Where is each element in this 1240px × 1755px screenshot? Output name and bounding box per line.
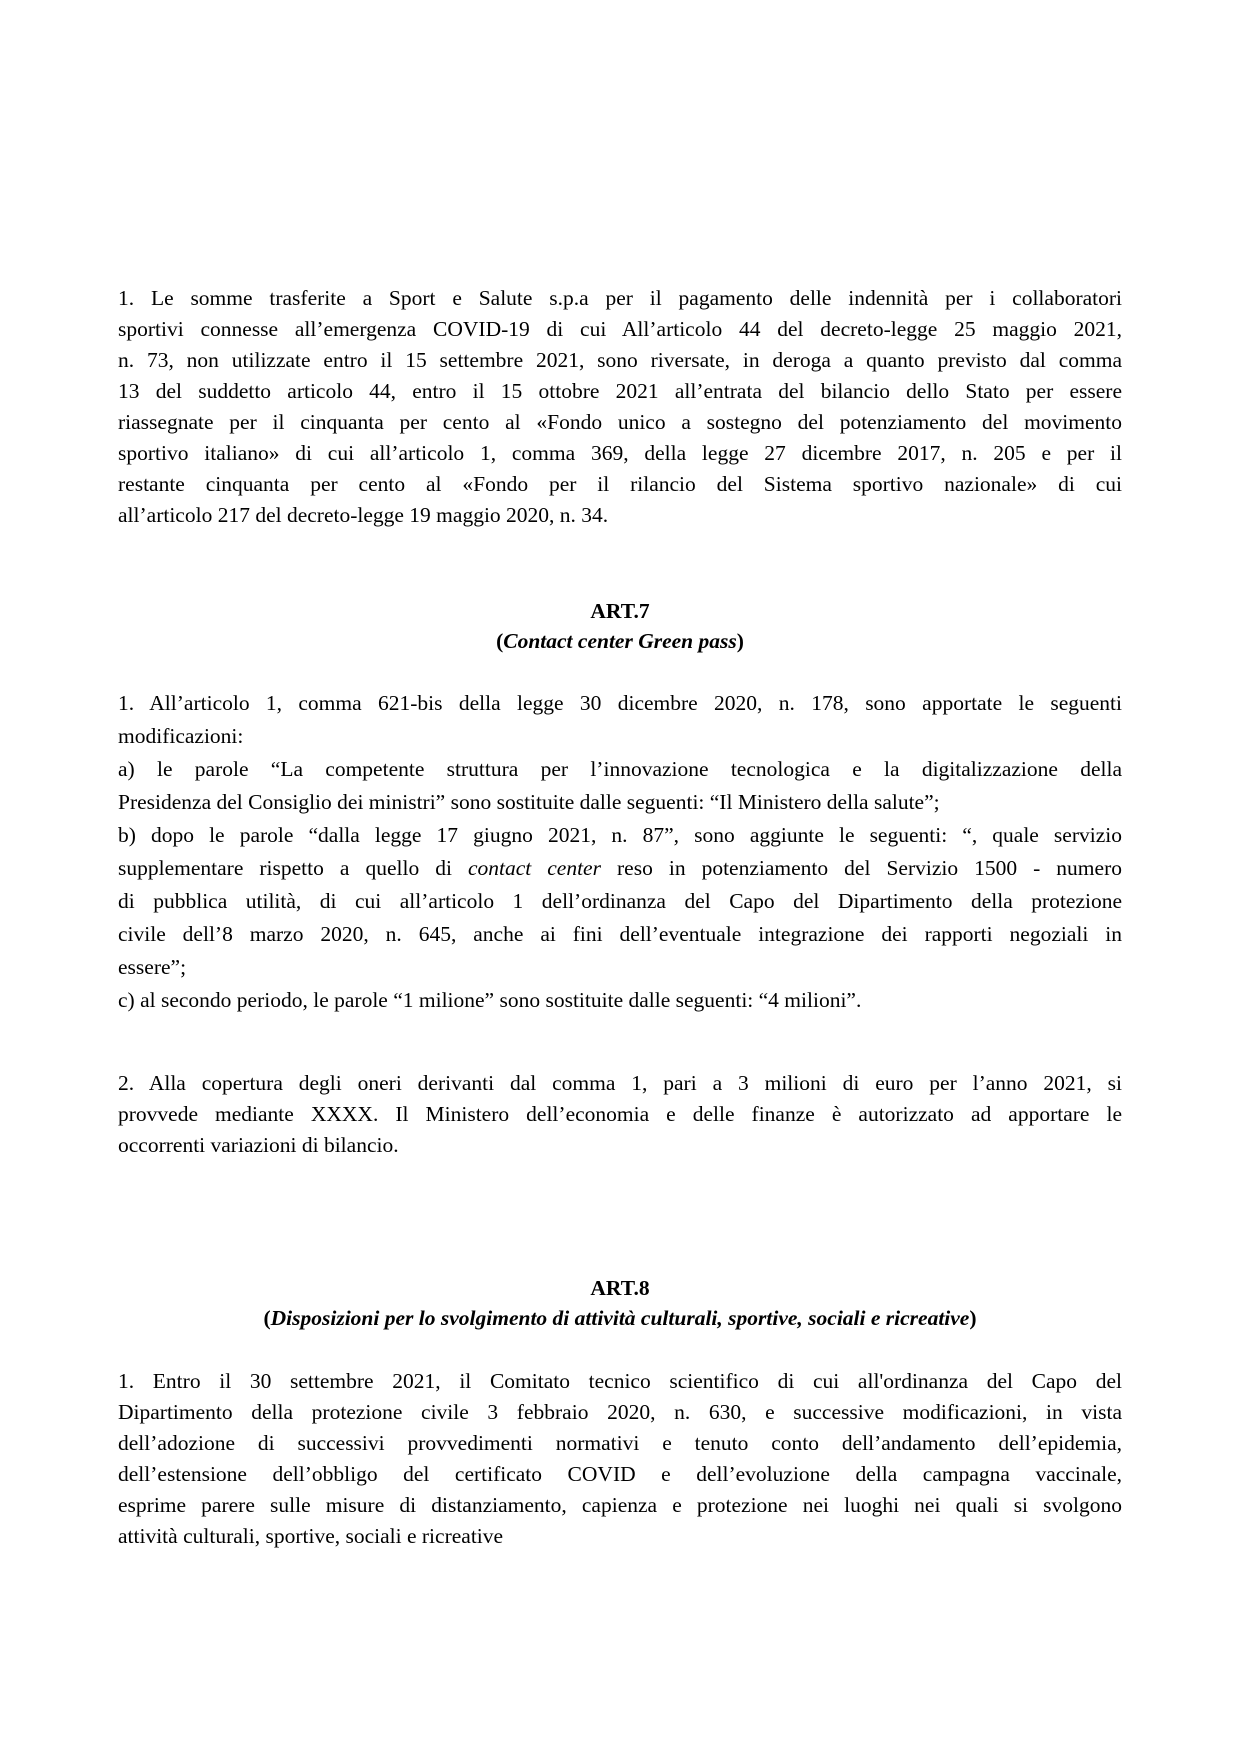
paragraph-line	[118, 852, 1122, 885]
paragraph-line: 1. Entro il 30 settembre 2021, il Comitato tecnico scientifico di cui all'ordinanza del Capo del	[118, 1369, 1122, 1393]
article-7-heading	[118, 596, 1122, 656]
article-7-paragraph-1	[118, 687, 1122, 1017]
text-run: supplementare rispetto a quello di	[118, 856, 468, 880]
subtitle-text: Contact center Green pass	[503, 629, 737, 653]
article-subtitle	[118, 626, 1122, 656]
paragraph-line: di pubblica utilità, di cui all’articolo 1 dell’ordinanza del Capo del Dipartimento della protezione	[118, 889, 1122, 913]
paragraph-line: 1. All’articolo 1, comma 621-bis della legge 30 dicembre 2020, n. 178, sono apportate le seguenti	[118, 691, 1122, 715]
paragraph-line: occorrenti variazioni di bilancio.	[118, 1133, 399, 1157]
article-8-heading	[118, 1273, 1122, 1333]
list-item-c: c) al secondo periodo, le parole “1 milione” sono sostituite dalle seguenti: “4 milioni”.	[118, 988, 862, 1012]
subtitle-paren-close: )	[969, 1306, 977, 1330]
intro-paragraph	[118, 283, 1122, 531]
paragraph-line: 13 del suddetto articolo 44, entro il 15 ottobre 2021 all’entrata del bilancio dello Stato per essere	[118, 379, 1122, 403]
paragraph-line: sportivi connesse all’emergenza COVID-19 di cui All’articolo 44 del decreto-legge 25 maggio 2021,	[118, 317, 1122, 341]
subtitle-paren-open: (	[496, 629, 504, 653]
paragraph-line: modificazioni:	[118, 724, 244, 748]
italic-text-run: contact center	[467, 856, 601, 880]
article-title: ART.8	[590, 1276, 650, 1300]
paragraph-line: attività culturali, sportive, sociali e ricreative	[118, 1524, 504, 1548]
article-subtitle	[118, 1303, 1122, 1333]
paragraph-line: sportivo italiano» di cui all’articolo 1, comma 369, della legge 27 dicembre 2017, n. 205 e per il	[118, 441, 1122, 465]
paragraph-line: dell’adozione di successivi provvedimenti normativi e tenuto conto dell’andamento dell’epidemia,	[118, 1431, 1122, 1455]
article-title: ART.7	[590, 599, 650, 623]
subtitle-paren-close: )	[736, 629, 744, 653]
paragraph-line: restante cinquanta per cento al «Fondo per il rilancio del Sistema sportivo nazionale» di cui	[118, 472, 1122, 496]
paragraph-line: all’articolo 217 del decreto-legge 19 maggio 2020, n. 34.	[118, 503, 609, 527]
subtitle-text: Disposizioni per lo svolgimento di attività culturali, sportive, sociali e ricreative	[270, 1306, 970, 1330]
article-7-paragraph-2	[118, 1068, 1122, 1161]
paragraph-line: 1. Le somme trasferite a Sport e Salute s.p.a per il pagamento delle indennità per i collaboratori	[118, 286, 1122, 310]
list-item-b: b) dopo le parole “dalla legge 17 giugno 2021, n. 87”, sono aggiunte le seguenti: “, quale servizio	[118, 823, 1122, 847]
paragraph-line: provvede mediante XXXX. Il Ministero dell’economia e delle finanze è autorizzato ad apportare le	[118, 1102, 1122, 1126]
paragraph-line: civile dell’8 marzo 2020, n. 645, anche ai fini dell’eventuale integrazione dei rapporti negoziali in	[118, 922, 1122, 946]
subtitle-paren-open: (	[263, 1306, 271, 1330]
list-item-a: a) le parole “La competente struttura per l’innovazione tecnologica e la digitalizzazione della	[118, 757, 1122, 781]
paragraph-line: Dipartimento della protezione civile 3 febbraio 2020, n. 630, e successive modificazioni, in vista	[118, 1400, 1122, 1424]
text-run: reso in potenziamento del Servizio 1500 - numero	[600, 856, 1122, 880]
paragraph-line: essere”;	[118, 955, 187, 979]
paragraph-line: esprime parere sulle misure di distanziamento, capienza e protezione nei luoghi nei quali si svolgono	[118, 1493, 1122, 1517]
paragraph-line: Presidenza del Consiglio dei ministri” sono sostituite dalle seguenti: “Il Ministero della salute”;	[118, 790, 940, 814]
article-8-paragraph-1	[118, 1366, 1122, 1552]
paragraph-line: 2. Alla copertura degli oneri derivanti dal comma 1, pari a 3 milioni di euro per l’anno 2021, si	[118, 1071, 1122, 1095]
paragraph-line: dell’estensione dell’obbligo del certificato COVID e dell’evoluzione della campagna vaccinale,	[118, 1462, 1122, 1486]
paragraph-line: riassegnate per il cinquanta per cento al «Fondo unico a sostegno del potenziamento del movimento	[118, 410, 1122, 434]
paragraph-line: n. 73, non utilizzate entro il 15 settembre 2021, sono riversate, in deroga a quanto previsto dal comma	[118, 348, 1122, 372]
